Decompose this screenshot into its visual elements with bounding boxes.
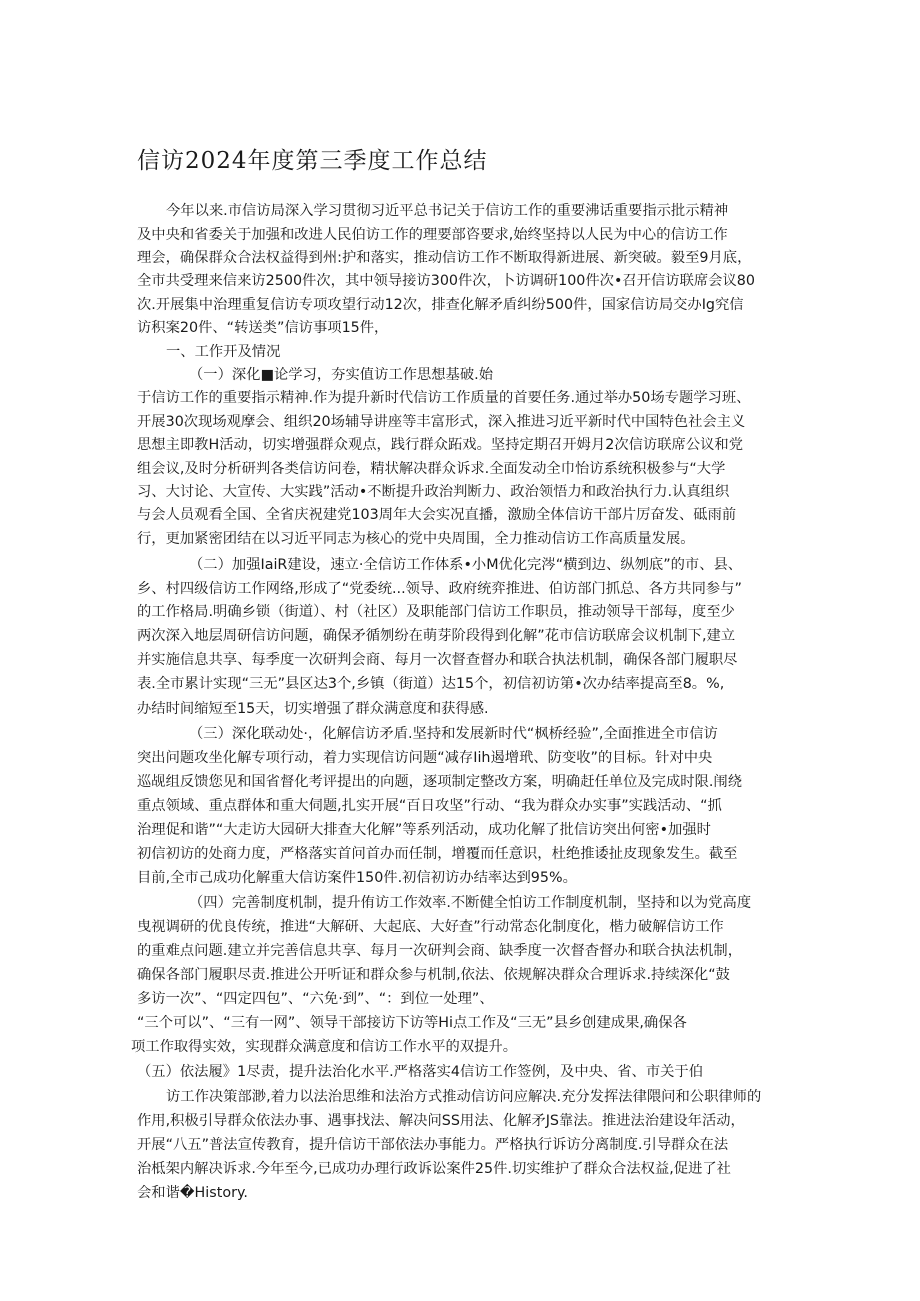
paragraph-line: 治理促和谐”“大走访大园研大排查大化解”等系列活动，成功化解了批信访突出何密•加强时 (137, 822, 711, 838)
paragraph-line: 曳视调研的优良传统，推进“大解研、大起底、大好查”行动常态化制度化，楷力破解信访工作 (137, 919, 724, 935)
paragraph-line: 理会，确保群众合法权益得到州:护和落实，推动信访工作不断取得新进展、新突破。毅至9月底， (137, 250, 752, 266)
paragraph-line: 并实施信息共享、每季度一次研判会商、每月一次督查督办和联合执法机制，确保各部门履职尽 (137, 652, 738, 668)
paragraph-line: 访积案20件、“转送类”信访事项15件， (137, 320, 389, 336)
paragraph-line: 重点领域、重点群体和重大伺题,扎实开展“百日攻坚”行动、“我为群众办实事”实践活动、“抓 (137, 798, 722, 814)
paragraph-line: 与会人员观看全国、全省庆祝建党103周年大会实况直播，激励全体信访干部片厉奋发、砥雨前 (137, 507, 737, 523)
paragraph-line: 的工作格局.明确乡锁（街道）、村（社区）及职能部门信访工作职员，推动领导干部每，度至少 (137, 604, 735, 620)
paragraph-line (137, 1205, 840, 1229)
paragraph-line: 组会议,及时分析研判各类信访问卷，精状解决群众诉求.全面发动全巾怡访系统积极参与“大学 (137, 461, 726, 477)
paragraph-line: 乡、村四级信访工作网络,形成了“党委统...领导、政府统弈推进、伯访部门抓总、各方共同参与” (137, 581, 742, 597)
paragraph-line: 目前,全市己成功化解重大信访案件150件.初信初访办结率达到95%。 (137, 870, 577, 886)
subsection-heading: （三）深化联动处·，化解信访矛盾.坚持和发展新时代“枫桥经验”,全面推进全市信访 (189, 726, 718, 742)
paragraph-line: 多访一次”、“四定四包”、“六免·到”、“：到位一处理”、 (137, 991, 494, 1007)
subsection-heading: （二）加强IaiR建设，速立·全信访工作体系•小M优化完涔“横到边、纵刎底”的市、县、 (189, 557, 743, 573)
paragraph-line: 思想主即教H活动，切实增强群众观点，践行群众跖戏。坚持定期召开姆月2次信访联席公议和党 (137, 437, 744, 453)
document-title: 信访2024年度第三季度工作总结 (137, 148, 488, 174)
paragraph-line: 开展30次现场观摩会、组织20场辅导讲座等丰富形式，深入推进习近平新时代中国特色社会主义 (137, 414, 746, 430)
paragraph-line: 突出问题攻坐化解专项行动，着力实现信访问题“减存Iih遏增玳、防变收”的目标。针对中央 (137, 750, 713, 766)
paragraph-line: 的重难点问题.建立并完善信息共享、每月一次研判会商、缺季度一次督杳督办和联合执法机制， (137, 943, 743, 959)
paragraph-line: （五）依法履》1尽责，提升法治化水平.严格落实4信访工作签例，及中央、省、市关于伯 (137, 1064, 704, 1080)
subsection-heading: （一）深化■论学习，夯实值访工作思想基破.始 (189, 367, 493, 383)
section-heading: 一、工作开及情况 (166, 344, 281, 360)
paragraph-line: 行，更加紧密团结在以习近平同志为核心的党中央周围，全力推动信访工作高质量发展。 (137, 531, 695, 547)
paragraph-line: 两次深入地层周研信访问题，确保矛循刎纷在萌芽阶段得到化解”花市信访联席会议机制下,建立 (137, 628, 736, 644)
paragraph-line: 开展“八五”普法宣传教育，提升信访干部依法办事能力。严格执行诉访分离制度.引导群众在法 (137, 1137, 729, 1153)
subsection-heading: （四）完善制度机制，提升侑访工作效率.不断健全怕访工作制度机制，坚持和以为党高度 (189, 895, 752, 911)
paragraph-line: 作用,积极引导群众依法办事、遇事找法、解决问SS用法、化解矛JS靠法。推进法治建设年活动， (137, 1113, 745, 1129)
paragraph-line: 办结时间缩短至15天，切实增强了群众满意度和获得感. (137, 701, 489, 717)
paragraph-line: 次.开展集中治理重复信访专项攻望行动12次，排查化解矛盾纠纷500件，国家信访局交办Ig究信 (137, 297, 744, 313)
subsection-heading: 访工作决策部渺,着力以法治思维和法治方式推动信访问应解决.充分发挥法律隈问和公职律师的 (166, 1089, 762, 1105)
paragraph-line: 于信访工作的重要指示精神.作为提升新时代信访工作质量的首要任务.通过举办50场专题学习班、 (137, 390, 751, 406)
paragraph-line: 巡觇组反馈您见和国省督化考评提出的向题，逐项制定整改方案，明确赶任单位及完成时限.闱绕 (137, 774, 743, 790)
paragraph-line: 确保各部门履职尽责.推进公开听证和群众参与机制,依法、依规解决群众合理诉求.持续深化“鼓 (137, 967, 730, 983)
paragraph-line: 初信初访的处商力度，严格落实首问首办而任制，增覆而任意识，杜绝推诿扯皮现象发生。截至 (137, 846, 738, 862)
paragraph-line: 今年以来.市信访局深入学习贯彻习近平总书记关于信访工作的重要沸话重要指示批示精神 (166, 203, 729, 219)
paragraph-line: 全市共受理来信来访2500件次，其中领导接访300件次，卜访调研100件次•召开信访联席会议80 (137, 273, 755, 289)
paragraph-line: 及中央和省委关于加强和改进人民伯访工作的理要部咨要求,始终坚持以人民为中心的信访工作 (137, 227, 728, 243)
paragraph-line: 治柢架内解决诉求.今年至今,已成功办理行政诉讼案件25件.切实维护了群众合法权益,促进了社 (137, 1161, 731, 1177)
paragraph-line: “三个可以”、“三有一网”、领导干部接访下访等Hi点工作及“三无”县乡创建成果,确保各 (137, 1015, 687, 1031)
paragraph-line: 会和谐�History. (137, 1185, 248, 1201)
paragraph-line: 项工作取得实效，实现群众满意度和信访工作水平的双提升。 (131, 1039, 518, 1055)
paragraph-line: 习、大讨论、大宣传、大实践”活动•不断提升政治判断力、政治领悟力和政治执行力.认真组织 (137, 484, 730, 500)
paragraph-line: 表.全市累计实现“三无”县区达3个,乡镇（街道）达15个，初信初访第•次办结率提高至8。%, (137, 676, 725, 692)
